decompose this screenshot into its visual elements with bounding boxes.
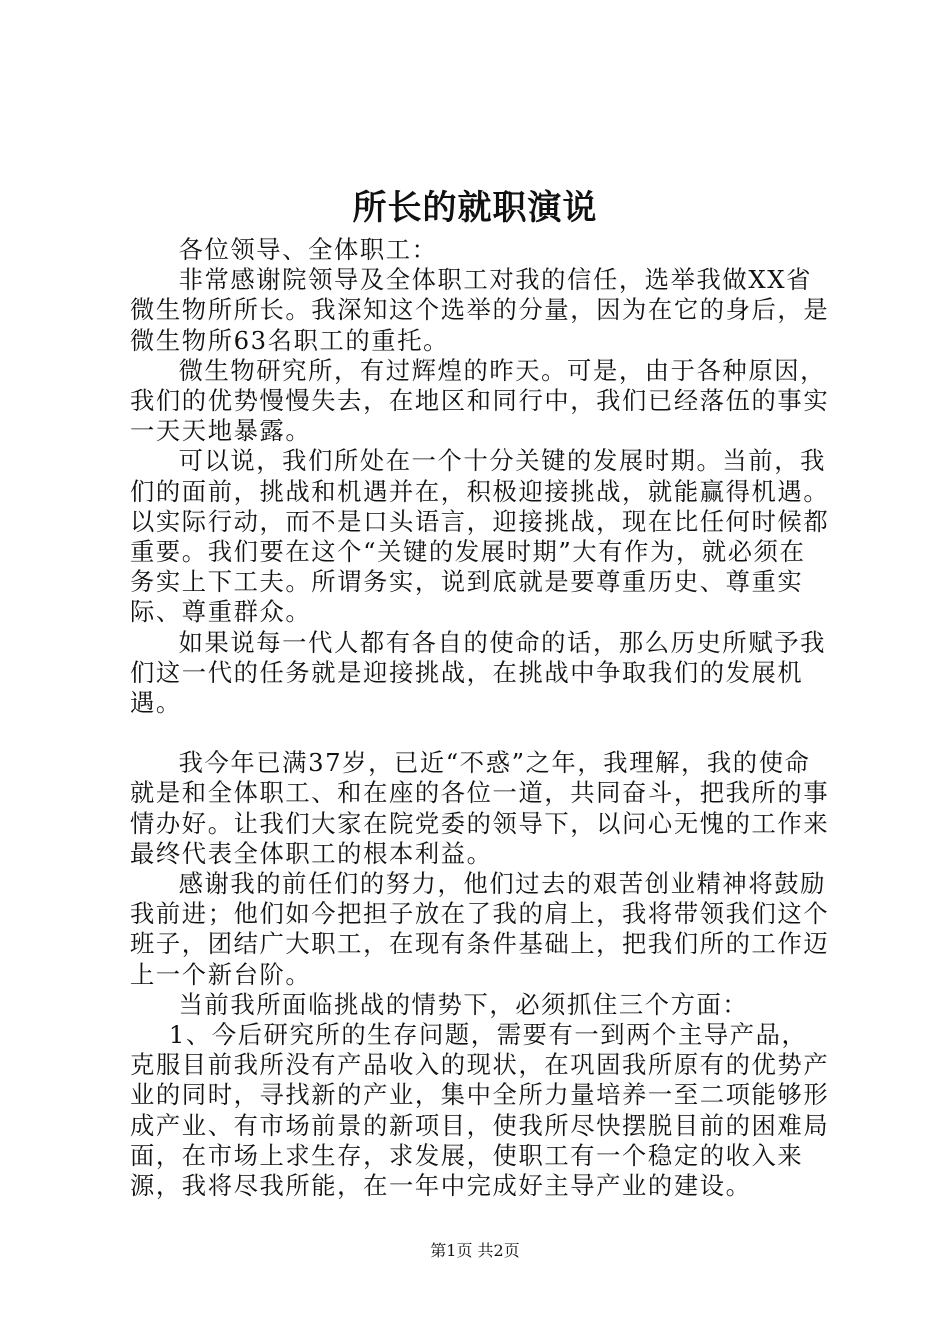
document-title: 所长的就职演说 [352,188,598,228]
paragraph-item-1: 1、今后研究所的生存问题，需要有一到两个主导产品，克服目前我所没有产品收入的现状，在巩固我所原有的优势产业的同时，寻找新的产业，集中全所力量培养一至二项能够形成产业、有市场前景的新项目，使我所尽快摆脱目前的困难局面，在市场上求生存，求发展，使职工有一个稳定的收入来源，我将尽我所能，在一年中完成好主导产业的建设。 [130,1020,830,1201]
paragraph-age-mission: 我今年已满37岁，已近“不惑”之年，我理解，我的使命就是和全体职工、和在座的各位一道，共同奋斗，把我所的事情办好。让我们大家在院党委的领导下，以问心无愧的工作来最终代表全体职工的根本利益。 [130,748,830,868]
paragraph-three-aspects: 当前我所面临挑战的情势下，必须抓住三个方面： [178,989,749,1019]
paragraph-history: 微生物研究所，有过辉煌的昨天。可是，由于各种原因，我们的优势慢慢失去，在地区和同行中，我们已经落伍的事实一天天地暴露。 [130,355,830,446]
paragraph-critical-period: 可以说，我们所处在一个十分关键的发展时期。当前，我们的面前，挑战和机遇并在，积极迎接挑战，就能赢得机遇。以实际行动，而不是口头语言，迎接挑战，现在比任何时候都重要。我们要在这个“关键的发展时期”大有作为，就必须在务实上下工夫。所谓务实，说到底就是要尊重历史、尊重实际、尊重群众。 [130,446,830,627]
paragraph-thanks: 非常感谢院领导及全体职工对我的信任，选举我做XX省微生物所所长。我深知这个选举的分量，因为在它的身后，是微生物所63名职工的重托。 [130,265,830,355]
page-number: 第1页 共2页 [430,1241,520,1260]
paragraph-predecessors: 感谢我的前任们的努力，他们过去的艰苦创业精神将鼓励我前进；他们如今把担子放在了我的肩上，我将带领我们这个班子，团结广大职工，在现有条件基础上，把我们所的工作迈上一个新台阶。 [130,869,830,989]
paragraph-mission: 如果说每一代人都有各自的使命的话，那么历史所赋予我们这一代的任务就是迎接挑战，在挑战中争取我们的发展机遇。 [130,627,827,718]
paragraph-salutation: 各位领导、全体职工： [178,235,438,264]
document-body [130,235,830,1201]
